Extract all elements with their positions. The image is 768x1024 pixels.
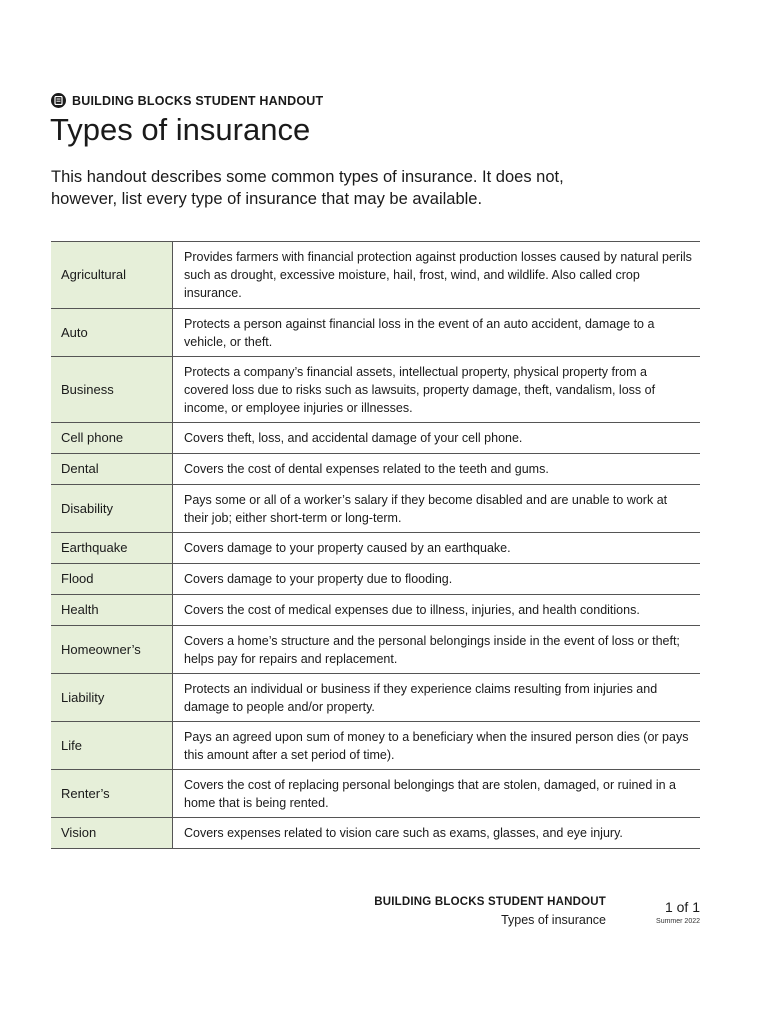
- page-title: Types of insurance: [50, 112, 311, 147]
- insurance-type-description: Covers the cost of dental expenses related to the teeth and gums.: [173, 454, 701, 485]
- table-row: [51, 242, 700, 309]
- insurance-type-term: Disability: [51, 485, 173, 533]
- insurance-type-term: Liability: [51, 674, 173, 722]
- table-row: [51, 454, 700, 485]
- insurance-type-description: Pays an agreed upon sum of money to a beneficiary when the insured person dies (or pays this amount after a set period of time).: [173, 722, 701, 770]
- insurance-type-description: Protects an individual or business if they experience claims resulting from injuries and damage to people and/or property.: [173, 674, 701, 722]
- insurance-type-description: Covers the cost of replacing personal belongings that are stolen, damaged, or ruined in a home that is being rented.: [173, 770, 701, 818]
- table-row: [51, 357, 700, 423]
- table-row: [51, 722, 700, 770]
- table-row: [51, 626, 700, 674]
- table-row: [51, 533, 700, 564]
- table-row: [51, 818, 700, 849]
- insurance-type-description: Covers the cost of medical expenses due to illness, injuries, and health conditions.: [173, 595, 701, 626]
- insurance-types-table: [51, 241, 700, 849]
- insurance-type-term: Vision: [51, 818, 173, 849]
- page-number: 1 of 1: [664, 899, 700, 915]
- handout-header-label: BUILDING BLOCKS STUDENT HANDOUT: [72, 93, 324, 108]
- table-row: [51, 485, 700, 533]
- footer-title: Types of insurance: [501, 913, 606, 927]
- table-row: [51, 595, 700, 626]
- insurance-type-description: Provides farmers with financial protection against production losses caused by natural perils such as drought, excessive moisture, hail, frost, wind, and wildlife. Also called crop insurance.: [173, 242, 701, 309]
- table-row: [51, 423, 700, 454]
- insurance-type-description: Covers theft, loss, and accidental damage of your cell phone.: [173, 423, 701, 454]
- insurance-type-term: Auto: [51, 309, 173, 357]
- insurance-type-description: Covers damage to your property due to flooding.: [173, 564, 701, 595]
- insurance-type-description: Covers damage to your property caused by an earthquake.: [173, 533, 701, 564]
- insurance-type-term: Dental: [51, 454, 173, 485]
- table-row: [51, 770, 700, 818]
- insurance-type-description: Protects a person against financial loss in the event of an auto accident, damage to a vehicle, or theft.: [173, 309, 701, 357]
- table-row: [51, 309, 700, 357]
- handout-header: [51, 93, 323, 108]
- insurance-type-term: Agricultural: [51, 242, 173, 309]
- footer-handout-label: BUILDING BLOCKS STUDENT HANDOUT: [374, 896, 606, 908]
- insurance-type-description: Pays some or all of a worker’s salary if they become disabled and are unable to work at their job; either short-term or long-term.: [173, 485, 701, 533]
- insurance-type-term: Renter’s: [51, 770, 173, 818]
- insurance-type-description: Covers a home’s structure and the personal belongings inside in the event of loss or theft; helps pay for repairs and replacement.: [173, 626, 701, 674]
- insurance-type-term: Health: [51, 595, 173, 626]
- building-blocks-logo-icon: [51, 93, 66, 108]
- edition-date: Summer 2022: [656, 918, 700, 925]
- insurance-type-term: Life: [51, 722, 173, 770]
- insurance-type-term: Cell phone: [51, 423, 173, 454]
- insurance-type-term: Flood: [51, 564, 173, 595]
- insurance-type-term: Earthquake: [51, 533, 173, 564]
- insurance-type-term: Homeowner’s: [51, 626, 173, 674]
- insurance-type-description: Covers expenses related to vision care such as exams, glasses, and eye injury.: [173, 818, 701, 849]
- table-row: [51, 564, 700, 595]
- table-row: [51, 674, 700, 722]
- intro-paragraph: This handout describes some common types of insurance. It does not, however, list every type of insurance that may be available.: [51, 168, 564, 208]
- insurance-type-term: Business: [51, 357, 173, 423]
- insurance-type-description: Protects a company’s financial assets, intellectual property, physical property from a covered loss due to risks such as lawsuits, property damage, theft, vandalism, loss of income, or employee injuries or illnesses.: [173, 357, 701, 423]
